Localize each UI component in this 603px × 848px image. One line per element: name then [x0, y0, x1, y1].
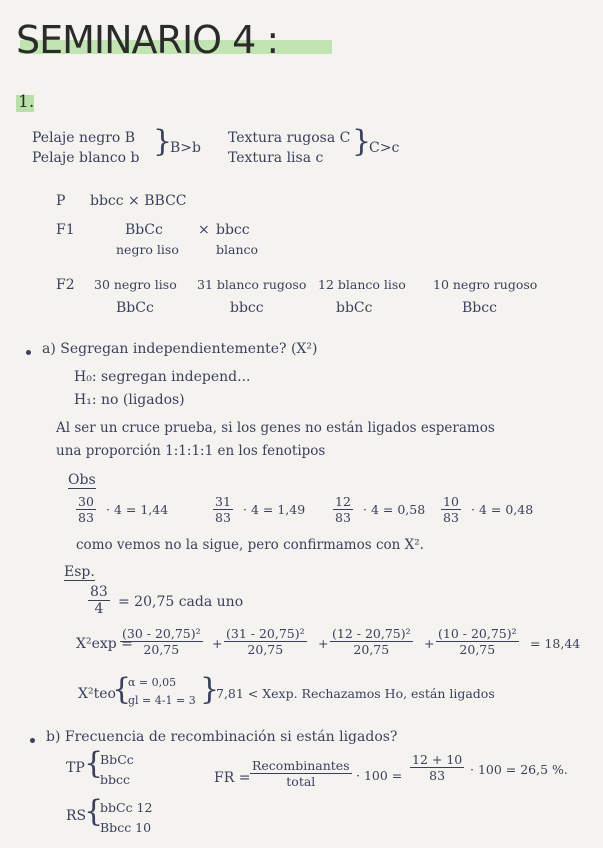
rs-genotype-2: Bbcc 10: [100, 820, 152, 835]
fr-values-fraction: 12 + 10 83: [412, 752, 463, 783]
obs-fraction-1: 30 83: [78, 494, 94, 525]
plus-1: +: [212, 636, 223, 651]
f2-phenotype-4: 10 negro rugoso: [433, 277, 538, 292]
f1-label: F1: [56, 222, 75, 238]
f1-desc-a: negro liso: [116, 242, 179, 257]
conclusion-obs: como vemos no la sigue, pero confirmamos con X².: [76, 537, 424, 553]
obs-result-4: · 4 = 0,48: [471, 502, 534, 517]
tp-genotype-2: bbcc: [100, 772, 131, 787]
tp-label: TP: [66, 760, 85, 776]
fr-formula-fraction: Recombinantes total: [252, 758, 350, 789]
f2-genotype-4: Bbcc: [462, 300, 497, 316]
brace-tp: }: [84, 746, 104, 781]
fr-multiplier: · 100 =: [356, 768, 403, 783]
f1-desc-b: blanco: [216, 242, 259, 257]
chi-term-1: (30 - 20,75)² 20,75: [122, 626, 201, 657]
bullet-a: [26, 350, 31, 355]
gl-value: gl = 4-1 = 3: [128, 694, 196, 707]
trait-textura-rugosa: Textura rugosa C: [228, 130, 351, 146]
chi-teo-label: X²teo: [78, 686, 116, 702]
p-value: bbcc × BBCC: [90, 193, 187, 209]
f2-genotype-3: bbCc: [336, 300, 373, 316]
f2-phenotype-2: 31 blanco rugoso: [197, 277, 307, 292]
explanation-line-1: Al ser un cruce prueba, si los genes no están ligados esperamos: [56, 420, 495, 436]
obs-fraction-4: 10 83: [443, 494, 459, 525]
f2-phenotype-3: 12 blanco liso: [318, 277, 406, 292]
f2-label: F2: [56, 277, 75, 293]
f2-phenotype-1: 30 negro liso: [94, 277, 177, 292]
textura-dominance: C>c: [369, 140, 400, 156]
alpha-value: α = 0,05: [128, 676, 177, 689]
problem-number: 1.: [18, 92, 35, 112]
chi-term-4: (10 - 20,75)² 20,75: [438, 626, 517, 657]
chi-exp-result: = 18,44: [530, 636, 581, 651]
obs-result-3: · 4 = 0,58: [363, 502, 426, 517]
fr-label: FR =: [214, 770, 251, 786]
trait-pelaje-blanco: Pelaje blanco b: [32, 150, 140, 166]
p-label: P: [56, 193, 66, 209]
question-b: b) Frecuencia de recombinación si están ligados?: [46, 729, 398, 745]
tp-genotype-1: BbCc: [100, 752, 134, 767]
obs-result-2: · 4 = 1,49: [243, 502, 306, 517]
rs-label: RS: [66, 808, 87, 824]
hypothesis-h1: H₁: no (ligados): [74, 392, 185, 408]
f1-genotype-a: BbCc: [125, 222, 163, 238]
esp-label: Esp.: [64, 564, 95, 580]
obs-fraction-2: 31 83: [215, 494, 231, 525]
hypothesis-h0: H₀: segregan independ...: [74, 369, 251, 385]
brace-teo-close: }: [200, 672, 220, 707]
f1-cross-symbol: ×: [198, 222, 210, 238]
explanation-line-2: una proporción 1:1:1:1 en los fenotipos: [56, 443, 326, 459]
obs-result-1: · 4 = 1,44: [106, 502, 169, 517]
brace-textura: }: [352, 124, 372, 159]
brace-teo-open: }: [112, 672, 132, 707]
plus-2: +: [318, 636, 329, 651]
plus-3: +: [424, 636, 435, 651]
chi-term-2: (31 - 20,75)² 20,75: [226, 626, 305, 657]
f2-genotype-1: BbCc: [116, 300, 154, 316]
f1-genotype-b: bbcc: [216, 222, 250, 238]
chi-conclusion: 7,81 < Xexp. Rechazamos Ho, están ligados: [216, 686, 495, 701]
esp-result: = 20,75 cada uno: [118, 594, 244, 610]
chi-exp-label: X²exp =: [76, 636, 133, 652]
pelaje-dominance: B>b: [170, 140, 201, 156]
question-a: a) Segregan independientemente? (X²): [42, 341, 318, 357]
fr-result: · 100 = 26,5 %.: [470, 762, 568, 777]
obs-fraction-3: 12 83: [335, 494, 351, 525]
trait-textura-lisa: Textura lisa c: [228, 150, 324, 166]
esp-fraction: 83 4: [90, 584, 108, 617]
brace-rs: }: [84, 794, 104, 829]
f2-genotype-2: bbcc: [230, 300, 264, 316]
obs-label: Obs: [68, 472, 96, 488]
bullet-b: [30, 738, 35, 743]
trait-pelaje-negro: Pelaje negro B: [32, 130, 136, 146]
page-title: SEMINARIO 4 :: [16, 18, 279, 62]
rs-genotype-1: bbCc 12: [100, 800, 153, 815]
brace-pelaje: }: [153, 124, 173, 159]
chi-term-3: (12 - 20,75)² 20,75: [332, 626, 411, 657]
